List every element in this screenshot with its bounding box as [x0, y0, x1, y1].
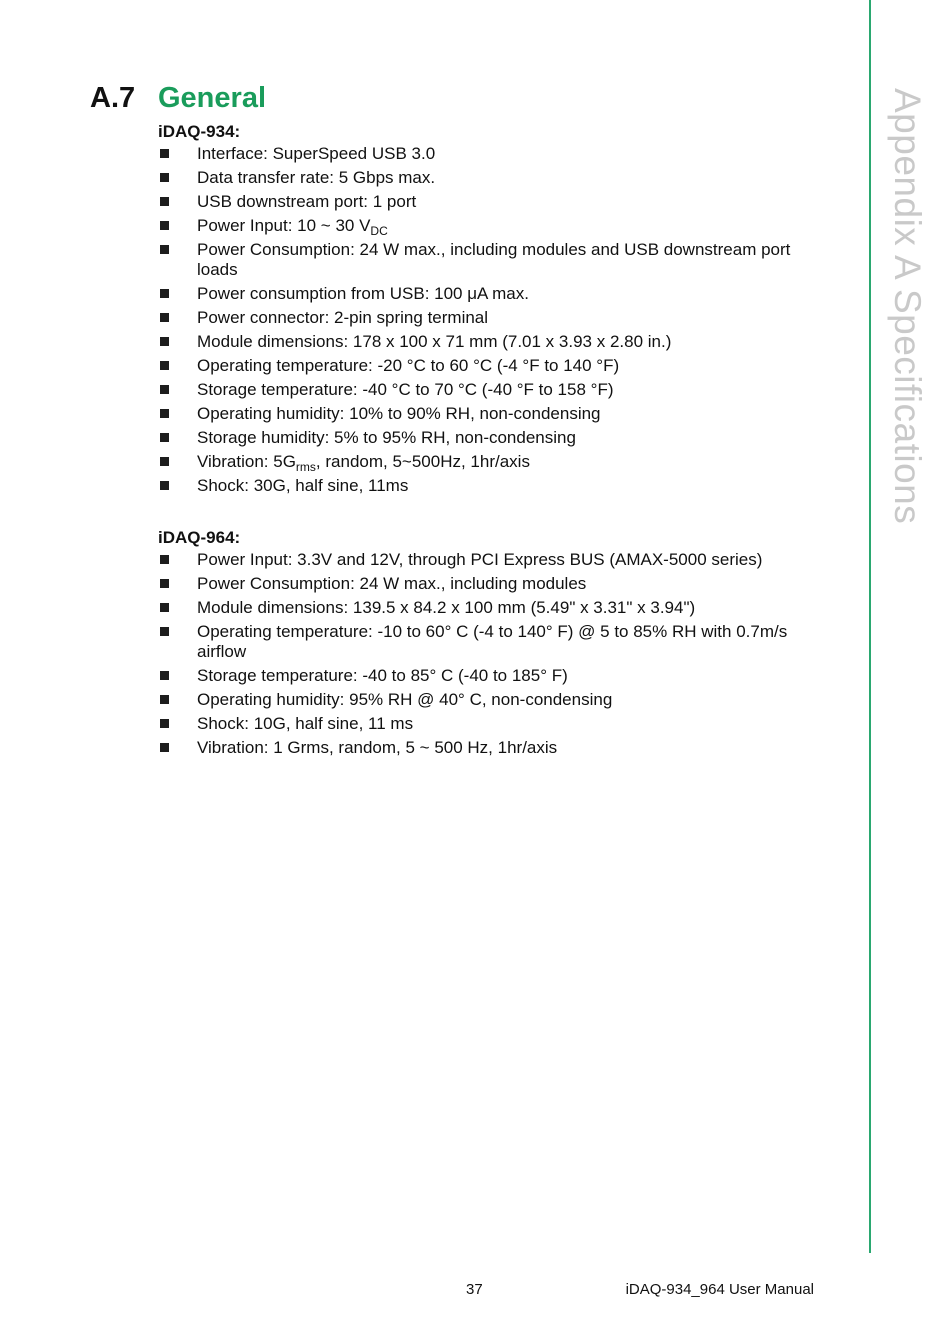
- square-bullet-icon: [160, 149, 169, 158]
- square-bullet-icon: [160, 361, 169, 370]
- square-bullet-icon: [160, 385, 169, 394]
- spec-text: Data transfer rate: 5 Gbps max.: [197, 168, 436, 187]
- spec-item: [158, 404, 828, 424]
- square-bullet-icon: [160, 245, 169, 254]
- spec-item: [158, 666, 828, 686]
- spec-list: [158, 550, 828, 758]
- spec-text: Power Consumption: 24 W max., including modules and USB downstream port loads: [197, 240, 791, 279]
- manual-title: iDAQ-934_964 User Manual: [625, 1281, 814, 1298]
- model-subheading: iDAQ-964:: [158, 528, 241, 547]
- spec-item: [158, 598, 828, 618]
- square-bullet-icon: [160, 743, 169, 752]
- spec-content: [158, 120, 828, 762]
- spec-item: [158, 428, 828, 448]
- spec-text: Operating humidity: 10% to 90% RH, non-condensing: [197, 404, 601, 423]
- spec-item: [158, 192, 828, 212]
- spec-text: Vibration: 1 Grms, random, 5 ~ 500 Hz, 1hr/axis: [197, 738, 558, 757]
- model-subheading: iDAQ-934:: [158, 122, 241, 141]
- square-bullet-icon: [160, 719, 169, 728]
- square-bullet-icon: [160, 313, 169, 322]
- spec-item: [158, 216, 828, 236]
- page-number: 37: [466, 1281, 483, 1298]
- spec-text: Power Input: 10 ~ 30 V: [197, 216, 371, 235]
- square-bullet-icon: [160, 197, 169, 206]
- spec-text: Storage temperature: -40 °C to 70 °C (-40 °F to 158 °F): [197, 380, 614, 399]
- group-spacer: [158, 500, 828, 526]
- spec-text: Interface: SuperSpeed USB 3.0: [197, 144, 436, 163]
- spec-text: Storage temperature: -40 to 85° C (-40 to 185° F): [197, 666, 568, 685]
- square-bullet-icon: [160, 579, 169, 588]
- spec-item: [158, 690, 828, 710]
- spec-text: Operating temperature: -10 to 60° C (-4 to 140° F) @ 5 to 85% RH with 0.7m/s airflow: [197, 622, 788, 661]
- appendix-side-tab: Appendix A Specifications: [887, 88, 928, 525]
- spec-item: [158, 622, 828, 662]
- spec-item: [158, 574, 828, 594]
- spec-item: [158, 380, 828, 400]
- spec-text: Power Consumption: 24 W max., including modules: [197, 574, 587, 593]
- spec-list: [158, 144, 828, 496]
- spec-item: [158, 550, 828, 570]
- square-bullet-icon: [160, 555, 169, 564]
- spec-text: Power Input: 3.3V and 12V, through PCI Express BUS (AMAX-5000 series): [197, 550, 763, 569]
- square-bullet-icon: [160, 627, 169, 636]
- spec-text: Operating humidity: 95% RH @ 40° C, non-condensing: [197, 690, 613, 709]
- square-bullet-icon: [160, 173, 169, 182]
- spec-text: Power consumption from USB: 100 μA max.: [197, 284, 529, 303]
- side-divider: [869, 0, 871, 1253]
- spec-text: USB downstream port: 1 port: [197, 192, 417, 211]
- square-bullet-icon: [160, 671, 169, 680]
- spec-item: [158, 144, 828, 164]
- spec-item: [158, 284, 828, 304]
- square-bullet-icon: [160, 457, 169, 466]
- spec-text: Operating temperature: -20 °C to 60 °C (-4 °F to 140 °F): [197, 356, 620, 375]
- square-bullet-icon: [160, 695, 169, 704]
- spec-item: [158, 356, 828, 376]
- spec-text: Module dimensions: 178 x 100 x 71 mm (7.01 x 3.93 x 2.80 in.): [197, 332, 672, 351]
- square-bullet-icon: [160, 337, 169, 346]
- spec-item: [158, 308, 828, 328]
- section-title: General: [158, 82, 266, 114]
- spec-text: Module dimensions: 139.5 x 84.2 x 100 mm (5.49" x 3.31" x 3.94"): [197, 598, 696, 617]
- square-bullet-icon: [160, 481, 169, 490]
- spec-text: Power connector: 2-pin spring terminal: [197, 308, 489, 327]
- spec-text: Vibration: 5G: [197, 452, 296, 471]
- spec-item: [158, 240, 828, 280]
- spec-text-after: , random, 5~500Hz, 1hr/axis: [315, 452, 530, 471]
- spec-item: [158, 476, 828, 496]
- spec-item: [158, 452, 828, 472]
- spec-text: Shock: 10G, half sine, 11 ms: [197, 714, 414, 733]
- spec-text: Storage humidity: 5% to 95% RH, non-condensing: [197, 428, 576, 447]
- square-bullet-icon: [160, 289, 169, 298]
- square-bullet-icon: [160, 603, 169, 612]
- section-heading: [90, 82, 266, 118]
- spec-text: Shock: 30G, half sine, 11ms: [197, 476, 409, 495]
- square-bullet-icon: [160, 433, 169, 442]
- spec-item: [158, 714, 828, 734]
- spec-item: [158, 168, 828, 188]
- square-bullet-icon: [160, 409, 169, 418]
- square-bullet-icon: [160, 221, 169, 230]
- spec-subscript: DC: [370, 224, 388, 238]
- spec-item: [158, 738, 828, 758]
- spec-subscript: rms: [295, 460, 316, 474]
- section-number: A.7: [90, 82, 136, 114]
- spec-item: [158, 332, 828, 352]
